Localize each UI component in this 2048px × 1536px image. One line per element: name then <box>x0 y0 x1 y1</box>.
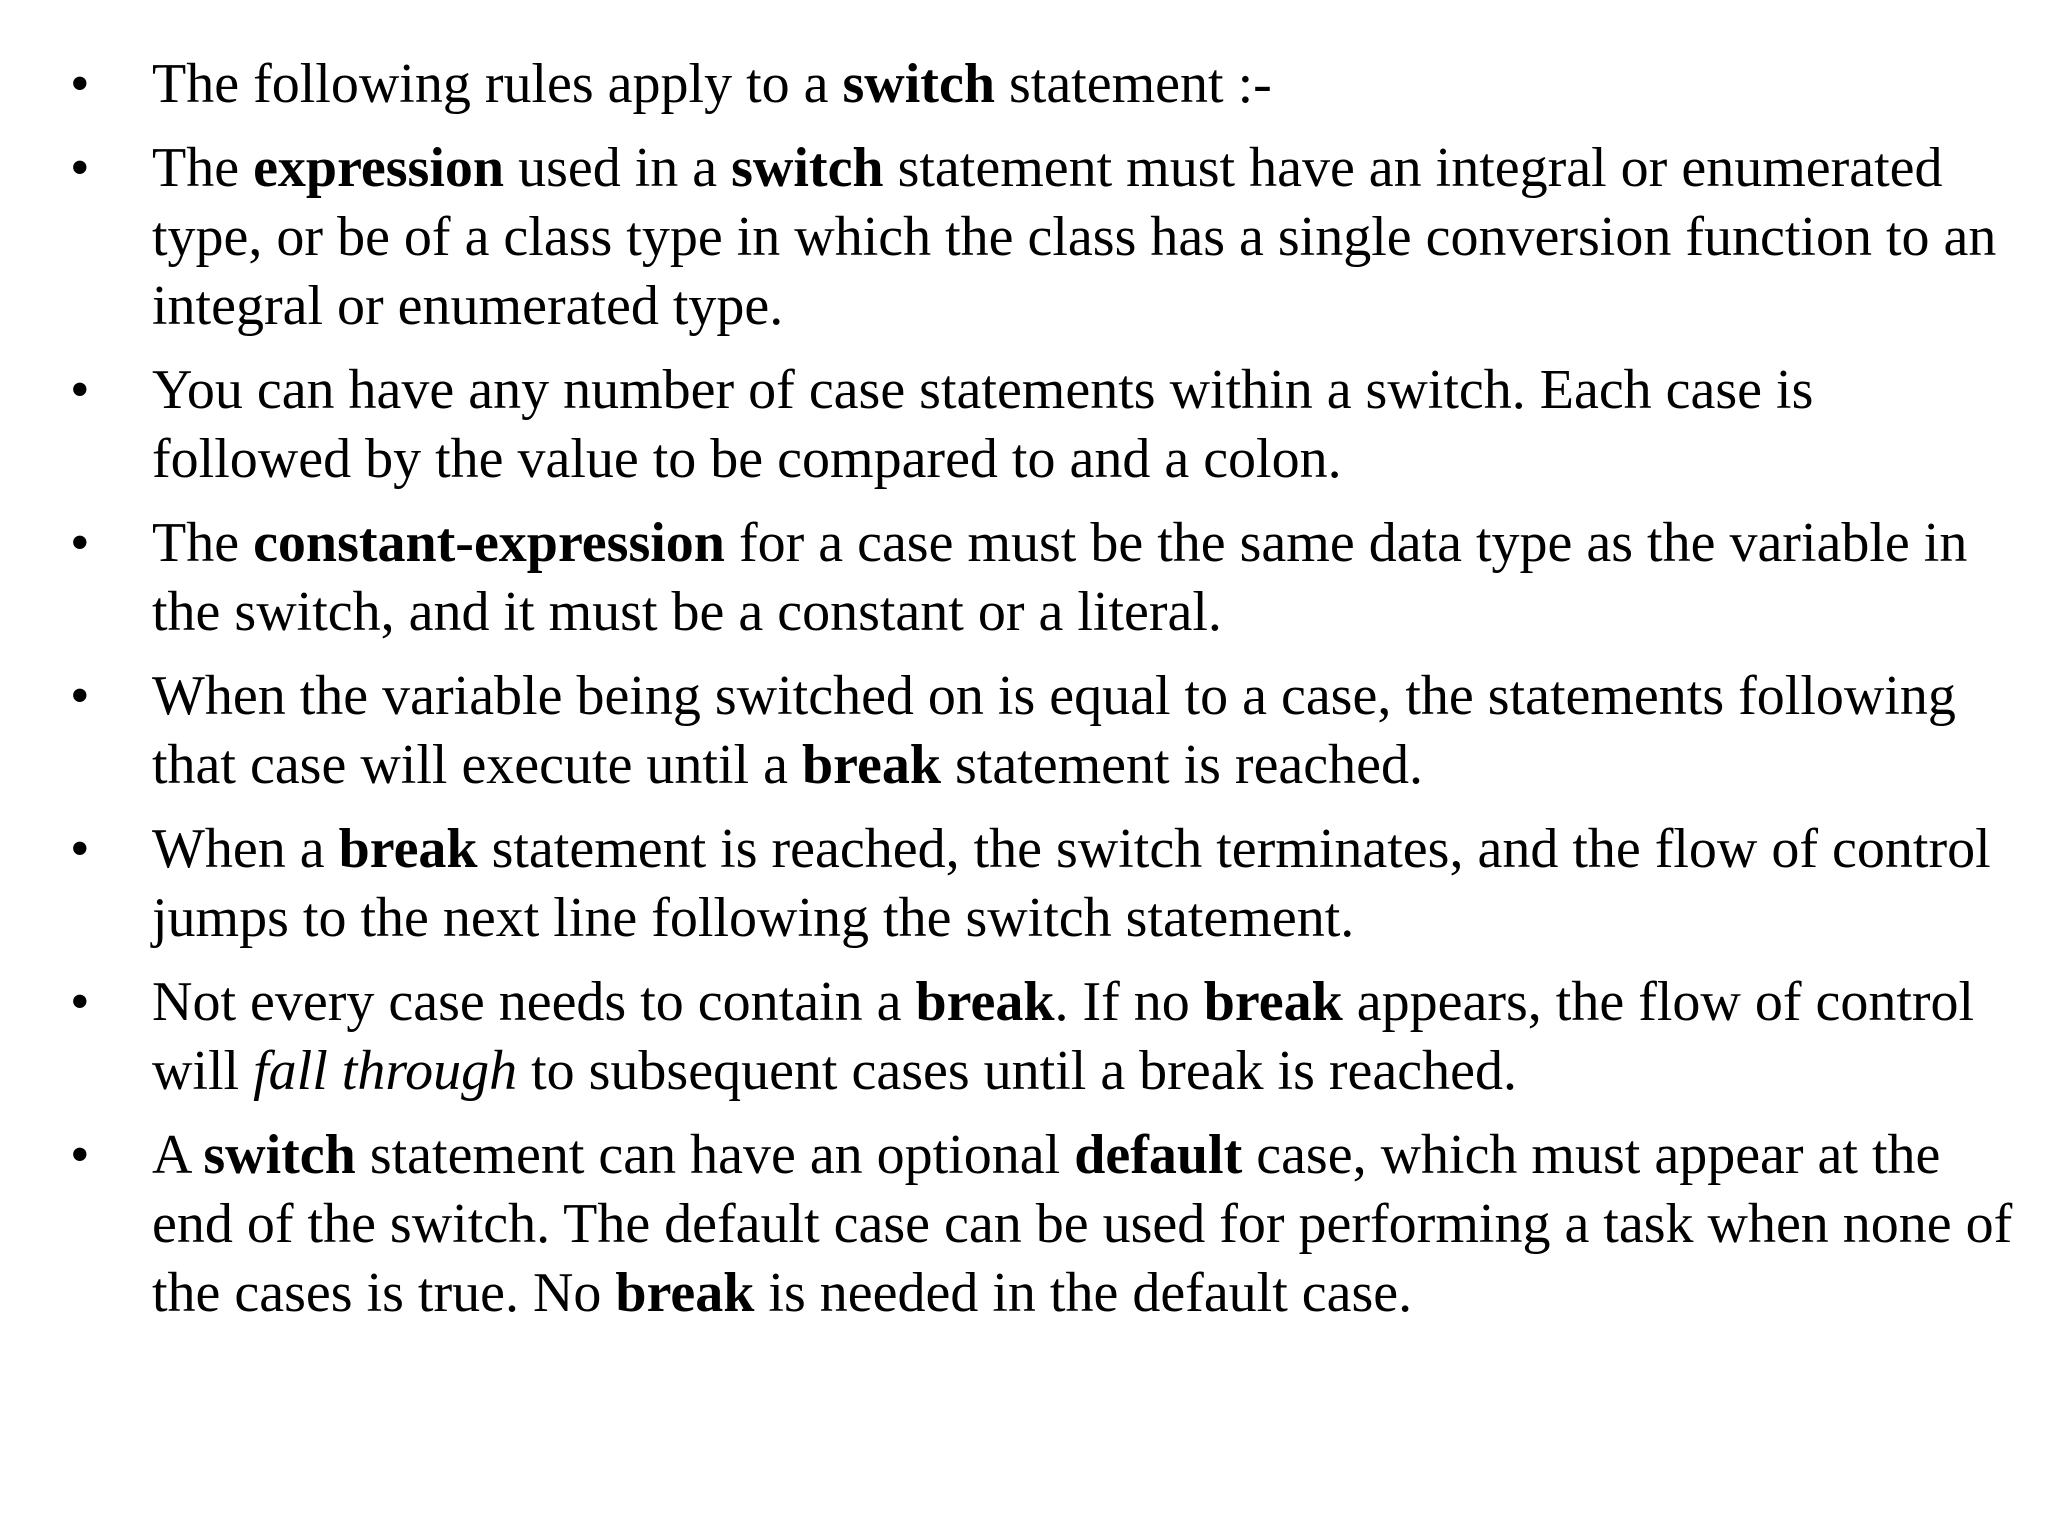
text-run: statement can have an optional <box>355 1124 1075 1186</box>
text-run: statement is reached. <box>940 734 1423 796</box>
text-run: The <box>152 137 254 199</box>
text-run: statement :- <box>994 53 1272 115</box>
bold-term: break <box>338 818 478 880</box>
text-run: is needed in the default case. <box>754 1262 1413 1324</box>
bold-term: switch <box>842 53 995 115</box>
bullet-text <box>152 1124 2012 1324</box>
text-run: statement is reached, the switch terminates, and the flow of control jumps to the next line following the switch statement. <box>152 818 1991 949</box>
italic-term: fall through <box>253 1040 518 1102</box>
bullet-icon: • <box>70 137 90 199</box>
text-run: When the variable being switched on is equal to a case, the statements following that case will execute until a <box>152 665 1956 796</box>
bold-term: constant-expression <box>253 512 725 574</box>
bullet-icon: • <box>70 53 90 115</box>
bullet-text <box>152 137 1996 337</box>
bullet-item <box>70 815 2020 953</box>
bullet-text <box>152 818 1991 949</box>
bullet-text <box>152 665 1956 796</box>
bold-term: break <box>615 1262 755 1324</box>
text-run: Not every case needs to contain a <box>152 971 916 1033</box>
bullet-item <box>70 50 2020 119</box>
text-run: statement must have an integral or enumerated type, or be of a class type in which the class has a single conversion function to an integral or enumerated type. <box>152 137 1997 337</box>
bullet-icon: • <box>70 1124 90 1186</box>
text-run: The following rules apply to a <box>152 53 843 115</box>
bold-term: switch <box>203 1124 356 1186</box>
bullet-icon: • <box>70 818 90 880</box>
bullet-item <box>70 356 2020 494</box>
bullet-icon: • <box>70 359 90 421</box>
bold-term: break <box>801 734 941 796</box>
bullet-item <box>70 509 2020 647</box>
bullet-text <box>152 359 1813 490</box>
text-run: A <box>152 1124 204 1186</box>
bullet-item <box>70 968 2020 1106</box>
text-run: appears, the flow of control will <box>152 971 1975 1102</box>
bullet-icon: • <box>70 665 90 727</box>
bullet-item <box>70 134 2020 341</box>
text-run: to subsequent cases until a break is reached. <box>517 1040 1517 1102</box>
bold-term: break <box>1203 971 1343 1033</box>
text-run: case, which must appear at the end of the switch. The default case can be used for performing a task when none of the cases is true. No <box>152 1124 2013 1324</box>
bullet-text <box>152 971 1974 1102</box>
bullet-text <box>152 53 1272 115</box>
text-run: When a <box>152 818 339 880</box>
bullet-item <box>70 1121 2020 1328</box>
bold-term: switch <box>731 137 884 199</box>
text-run: used in a <box>504 137 732 199</box>
bullet-item <box>70 662 2020 800</box>
text-run: The <box>152 512 254 574</box>
text-run: You can have any number of case statements within a switch. Each case is followed by the value to be compared to and a colon. <box>152 359 1814 490</box>
bold-term: expression <box>253 137 505 199</box>
text-run: for a case must be the same data type as the variable in the switch, and it must be a constant or a literal. <box>152 512 1968 643</box>
bullet-text <box>152 512 1967 643</box>
bold-term: default <box>1074 1124 1243 1186</box>
text-run: . If no <box>1054 971 1204 1033</box>
bold-term: break <box>915 971 1055 1033</box>
bullet-list <box>70 50 2020 1343</box>
bullet-icon: • <box>70 971 90 1033</box>
bullet-icon: • <box>70 512 90 574</box>
